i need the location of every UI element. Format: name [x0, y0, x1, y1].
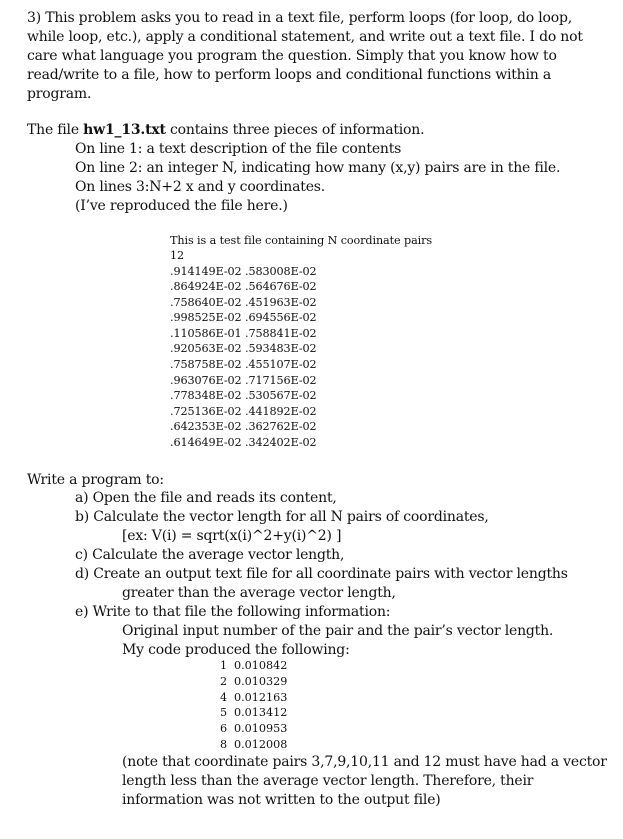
task-b-example: [ex: V(i) = sqrt(x(i)^2+y(i)^2) ]: [122, 528, 342, 544]
note-line-2: length less than the average vector length. Therefore, their: [122, 773, 534, 789]
output-index: 1: [220, 659, 228, 672]
coordinate-pair-11: .642353E-02 .362762E-02: [170, 420, 317, 433]
file-description-item-3: On lines 3:N+2 x and y coordinates.: [75, 179, 326, 195]
tasks-heading: Write a program to:: [27, 472, 164, 488]
intro-line-3: care what language you program the question. Simply that you know how to: [27, 48, 557, 64]
output-row: [220, 721, 287, 736]
output-index: 4: [220, 691, 228, 704]
coordinate-pair-6: .920563E-02 .593483E-02: [170, 342, 317, 355]
file-description-suffix: contains three pieces of information.: [165, 122, 425, 138]
task-e-line-2: My code produced the following:: [122, 642, 350, 658]
output-row: [220, 674, 287, 689]
coordinate-pair-9: .778348E-02 .530567E-02: [170, 389, 317, 402]
file-count-line: 12: [170, 249, 185, 262]
coordinate-pair-5: .110586E-01 .758841E-02: [170, 327, 317, 340]
output-row: [220, 690, 287, 705]
task-b: b) Calculate the vector length for all N pairs of coordinates,: [75, 509, 489, 525]
output-index: 2: [220, 675, 228, 688]
intro-line-5: program.: [27, 86, 92, 102]
file-description-prefix: The file: [27, 122, 84, 138]
coordinate-pair-7: .758758E-02 .455107E-02: [170, 358, 317, 371]
file-description-item-4: (I’ve reproduced the file here.): [75, 198, 288, 214]
output-row: [220, 658, 287, 673]
output-value: 0.012163: [234, 691, 288, 704]
file-description-line: [27, 121, 424, 140]
intro-line-1: 3) This problem asks you to read in a text file, perform loops (for loop, do loop,: [27, 10, 572, 26]
output-row: [220, 737, 287, 752]
coordinate-pair-12: .614649E-02 .342402E-02: [170, 436, 317, 449]
file-description-item-2: On line 2: an integer N, indicating how many (x,y) pairs are in the file.: [75, 160, 561, 176]
file-description-item-1: On line 1: a text description of the file contents: [75, 141, 402, 157]
coordinate-pair-3: .758640E-02 .451963E-02: [170, 296, 317, 309]
coordinate-pair-4: .998525E-02 .694556E-02: [170, 311, 317, 324]
coordinate-pair-8: .963076E-02 .717156E-02: [170, 374, 317, 387]
output-row: [220, 705, 287, 720]
output-index: 6: [220, 722, 228, 735]
file-header-line: This is a test file containing N coordinate pairs: [170, 234, 432, 247]
output-index: 8: [220, 738, 228, 751]
coordinate-pair-1: .914149E-02 .583008E-02: [170, 265, 317, 278]
output-value: 0.010842: [234, 659, 288, 672]
output-value: 0.012008: [234, 738, 288, 751]
task-d: d) Create an output text file for all coordinate pairs with vector lengths: [75, 566, 568, 582]
note-line-3: information was not written to the output file): [122, 792, 441, 808]
intro-line-2: while loop, etc.), apply a conditional statement, and write out a text file. I do not: [27, 29, 583, 45]
task-d-continued: greater than the average vector length,: [122, 585, 396, 601]
task-e-line-1: Original input number of the pair and the pair’s vector length.: [122, 623, 554, 639]
file-name: hw1_13.txt: [83, 122, 166, 138]
output-value: 0.010329: [234, 675, 288, 688]
coordinate-pair-10: .725136E-02 .441892E-02: [170, 405, 317, 418]
task-e: e) Write to that file the following information:: [75, 604, 391, 620]
note-line-1: (note that coordinate pairs 3,7,9,10,11 and 12 must have had a vector: [122, 754, 607, 770]
output-index: 5: [220, 706, 228, 719]
intro-line-4: read/write to a file, how to perform loops and conditional functions within a: [27, 67, 551, 83]
coordinate-pair-2: .864924E-02 .564676E-02: [170, 280, 317, 293]
task-a: a) Open the file and reads its content,: [75, 490, 337, 506]
output-value: 0.010953: [234, 722, 288, 735]
output-value: 0.013412: [234, 706, 288, 719]
task-c: c) Calculate the average vector length,: [75, 547, 345, 563]
